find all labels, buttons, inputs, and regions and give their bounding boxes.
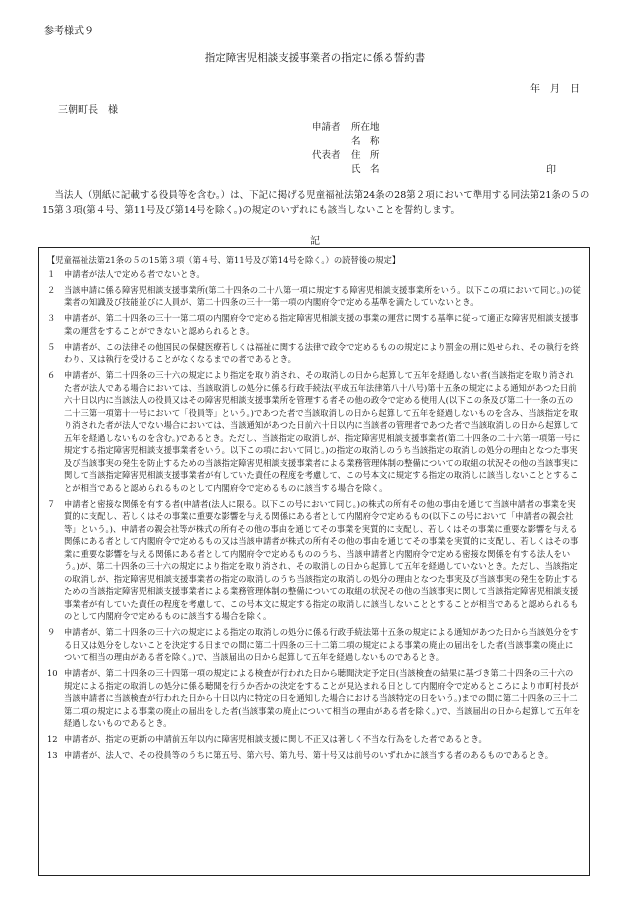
clause-item: [47, 312, 581, 337]
representative-name-label: 氏 名: [351, 164, 380, 175]
clause-number: 10: [47, 668, 58, 678]
clause-number: ２: [47, 284, 56, 295]
representative-label: 代表者: [312, 150, 341, 161]
clause-number: 13: [47, 750, 58, 760]
clause-box: [38, 247, 590, 876]
clause-text: 申請者が、法人で、その役員等のうちに第五号、第六号、第九号、第十号又は前号のいずれかに該当する者のあるものであるとき。: [64, 750, 554, 760]
clause-number: ７: [47, 498, 56, 509]
name-label: 名 称: [351, 136, 380, 147]
clause-item: [47, 749, 581, 762]
representative-address-label: 住 所: [351, 150, 380, 161]
clause-item: [47, 284, 581, 309]
applicant-label: 申請者: [312, 122, 341, 133]
clause-text: 当該申請に係る障害児相談支援事業所(第二十四条の二十八第一項に規定する障害児相談支援事業所をいう。以下この項において同じ。)の従業者の知識及び技能並びに人員が、第二十四条の三十一第一項の内閣府令で定める基準を満たしていないとき。: [64, 284, 581, 307]
clause-text: 申請者が、第二十四条の三十六の規定による指定の取消しの処分に係る行政手続法第十五条の規定による通知があつた日から当該処分をする日又は処分をしないことを決定する日までの間に第二十四条の三十二第二項の規定による事業の廃止の届出をした者(当該事業の廃止について相当の理由がある者を除く。)で、当該届出の日から起算して五年を経過しないものであるとき。: [64, 627, 579, 662]
clause-item: [47, 268, 581, 281]
clause-box-heading: 【児童福祉法第21条の５の15第３項（第４号、第11号及び第14号を除く。）の読替後の規定】: [47, 255, 401, 265]
clause-item: [47, 733, 581, 746]
clause-text: 申請者が法人で定める者でないとき。: [64, 268, 205, 279]
address-label: 所在地: [351, 122, 380, 133]
clause-item: [47, 341, 581, 366]
clause-number: ６: [47, 370, 56, 380]
clause-number: 12: [47, 734, 58, 744]
addressee: 三朝町長 様: [58, 105, 118, 116]
clause-text: 申請者と密接な関係を有する者(申請者(法人に限る。以下この号において同じ。)の株式の所有その他の事由を通じて当該申請者の事業を実質的に支配し、若しくはその事業に重要な影響を与える関係にある者として内閣府令で定めるもの(以下この号において「申請者の親会社等」という。)、申請者の親会社等が株式の所有その他の事由を通じてその事業を実質的に支配し、若しくはその事業に重要な影響を与える関係にある者として内閣府令で定めるもの又は当該申請者が株式の所有その他の事由を通じてその事業を実質的に支配し、若しくはその事業に重要な影響を与える関係にある者として内閣府令で定めるもののうち、当該申請者と内閣府令で定める密接な関係を有する法人をいう。)が、第二十四条の三十六の規定により指定を取り消され、その取消しの日から起算して五年を経過していないとき。ただし、当該指定の取消しが、指定障害児相談支援事業者の指定の取消しのうち当該指定の取消しの処分の理由となつた事実及び当該事実の発生を防止するための当該指定障害児相談支援事業者による業務管理体制の整備についての取組の状況その他の当該事実に関して当該指定障害児相談支援事業者が有していた責任の程度を考慮して、この号本文に規定する指定の取消しに該当しないこととすることが相当であると認められるものとして内閣府令で定めるものに該当する場合を除く。: [64, 498, 579, 621]
form-number: 参考様式９: [44, 26, 94, 37]
clause-text: 申請者が、この法律その他国民の保健医療若しくは福祉に関する法律で政令で定めるものの規定により罰金の刑に処せられ、その執行を終わり、又は執行を受けることがなくなるまでの者であるとき。: [64, 341, 579, 364]
clause-number: １: [47, 268, 56, 279]
clause-item: [47, 667, 581, 730]
clause-text: 申請者が、第二十四条の三十一第二項の内閣府令で定める指定障害児相談支援の事業の運営に関する基準に従って適正な障害児相談支援事業の運営をすることができないと認められるとき。: [64, 313, 579, 336]
ki-heading: 記: [310, 236, 320, 247]
clause-text: 申請者が、第二十四条の三十六の規定により指定を取り消され、その取消しの日から起算して五年を経過しない者(当該指定を取り消された者が法人である場合においては、当該取消しの処分に係る行政手続法(平成五年法律第八十八号)第十五条の規定による通知があつた日前六十日以内に当該法人の役員又はその障害児相談支援事業所を管理する者その他の政令で定める使用人(以下この条及び第二十一条の五の二十三第一項第十一号において「役員等」という。)であつた者で当該取消しの日から起算して五年を経過しないものを含み、当該指定を取り消された者が法人でない場合においては、当該通知があつた日前六十日以内に当該者の管理者であつた者で当該取消しの日から起算して五年を経過しないものを含む。)であるとき。ただし、当該指定の取消しが、指定障害児相談支援事業者(第二十四条の二十六第一項第一号に規定する指定障害児相談支援事業者をいう。以下この項において同じ。)の指定の取消しのうち当該指定の取消しの処分の理由となつた事実及び当該事実の発生を防止するための当該指定障害児相談支援事業者による業務管理体制の整備についての取組の状況その他の当該事実に関して当該指定障害児相談支援事業者が有していた責任の程度を考慮して、この号本文に規定する指定の取消しに該当しないこととすることが相当であると認められるものとして内閣府令で定めるものに該当する場合を除く。: [64, 370, 581, 493]
clause-item: [47, 498, 581, 623]
clause-number: ５: [47, 341, 56, 352]
seal-mark: 印: [546, 165, 556, 176]
pledge-statement: 当法人（別紙に記載する役員等を含む。）は、下記に掲げる児童福祉法第24条の28第２項において準用する同法第21条の５の15第３項(第４号、第11号及び第14号を除く。)の規定のいずれにも該当しないことを誓約します。: [42, 190, 590, 216]
date-line: 年 月 日: [530, 84, 580, 95]
clause-text: 申請者が、第二十四条の三十四第一項の規定による検査が行われた日から聴聞決定予定日(当該検査の結果に基づき第二十四条の三十六の規定による指定の取消しの処分に係る聴聞を行うか否かの決定をすることが見込まれる日として内閣府令で定めるところにより市町村長が当該申請者に当該検査が行われた日から十日以内に特定の日を通知した場合における当該特定の日をいう。)までの間に第二十四条の三十二第二項の規定による事業の廃止の届出をした者(当該事業の廃止について相当の理由がある者を除く。)で、当該届出の日から起算して五年を経過しないものであるとき。: [64, 668, 581, 728]
clause-item: [47, 626, 581, 664]
clause-text: 申請者が、指定の更新の申請前五年以内に障害児相談支援に関し不正又は著しく不当な行為をした者であるとき。: [64, 734, 487, 744]
clause-number: ９: [47, 627, 56, 637]
clause-number: ３: [47, 313, 56, 323]
clause-item: [47, 369, 581, 494]
document-title: 指定障害児相談支援事業者の指定に係る誓約書: [204, 52, 426, 64]
